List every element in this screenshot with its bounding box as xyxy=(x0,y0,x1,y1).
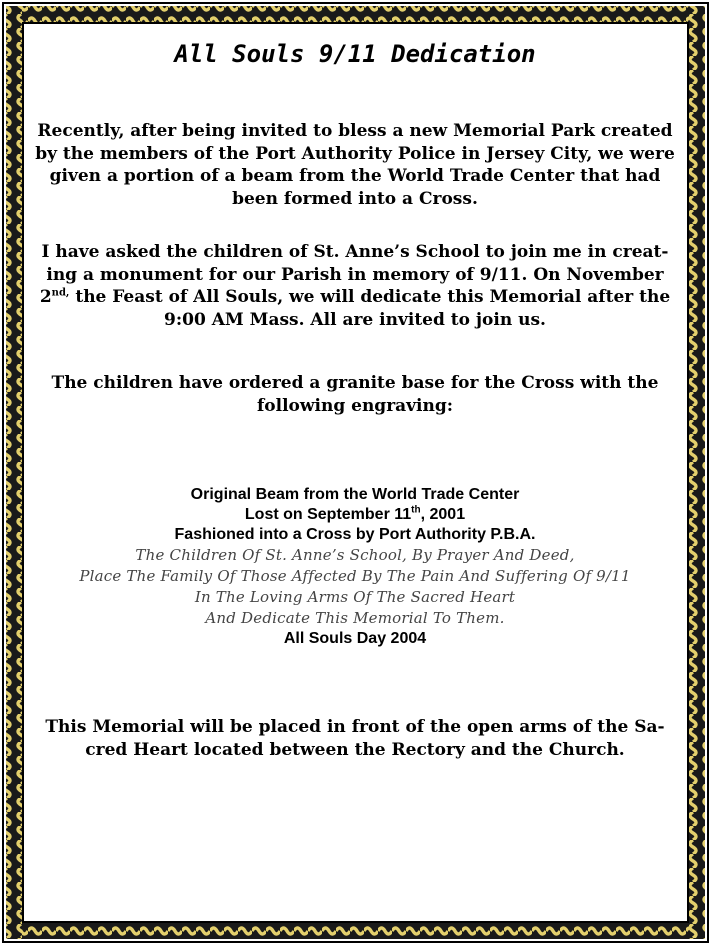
engraving-line-fashioned: Fashioned into a Cross by Port Authority P.B.A. xyxy=(174,526,536,543)
document-content xyxy=(30,30,680,910)
page-title: All Souls 9/11 Dedication xyxy=(174,40,536,68)
engraving-block xyxy=(30,485,680,649)
engraving-lost-text-a: Lost on September 11 xyxy=(244,506,412,523)
engraving-script-line-family: Place The Family Of Those Affected By The Pain And Suffering Of 9/11 xyxy=(79,567,631,585)
ordinal-superscript: nd, xyxy=(51,287,70,299)
paragraph-invitation: Recently, after being invited to bless a new Memorial Park created by the members of the Port Authority Police in Jersey City, we were given a portion of a beam from the World Trade Center that had been formed into a Cross. xyxy=(35,121,675,209)
paragraph-monument-text-b: the Feast of All Souls, we will dedicate this Memorial after the 9:00 AM Mass. All are invited to join us. xyxy=(69,287,671,330)
paragraph-placement: This Memorial will be placed in front of the open arms of the Sa-cred Heart located between the Rectory and the Church. xyxy=(45,717,665,760)
engraving-script-line-children: The Children Of St. Anne’s School, By Prayer And Deed, xyxy=(135,546,575,564)
paragraph-monument-text-a: I have asked the children of St. Anne’s School to join me in creat-ing a monument for our Parish in memory of 9/11. On November 2 xyxy=(39,242,669,307)
engraving-line-all-souls-day: All Souls Day 2004 xyxy=(283,630,427,647)
paragraph-granite-base: The children have ordered a granite base for the Cross with the following engraving: xyxy=(51,373,659,416)
engraving-lost-text-b: , 2001 xyxy=(420,506,466,523)
engraving-line-lost xyxy=(30,505,680,525)
engraving-script-line-sacred-heart: In The Loving Arms Of The Sacred Heart xyxy=(194,588,516,606)
engraving-script-line-dedicate: And Dedicate This Memorial To Them. xyxy=(205,609,505,627)
paragraph-monument xyxy=(32,241,678,331)
engraving-line-beam: Original Beam from the World Trade Center xyxy=(190,486,520,503)
engraving-ordinal-superscript: th xyxy=(411,504,421,516)
